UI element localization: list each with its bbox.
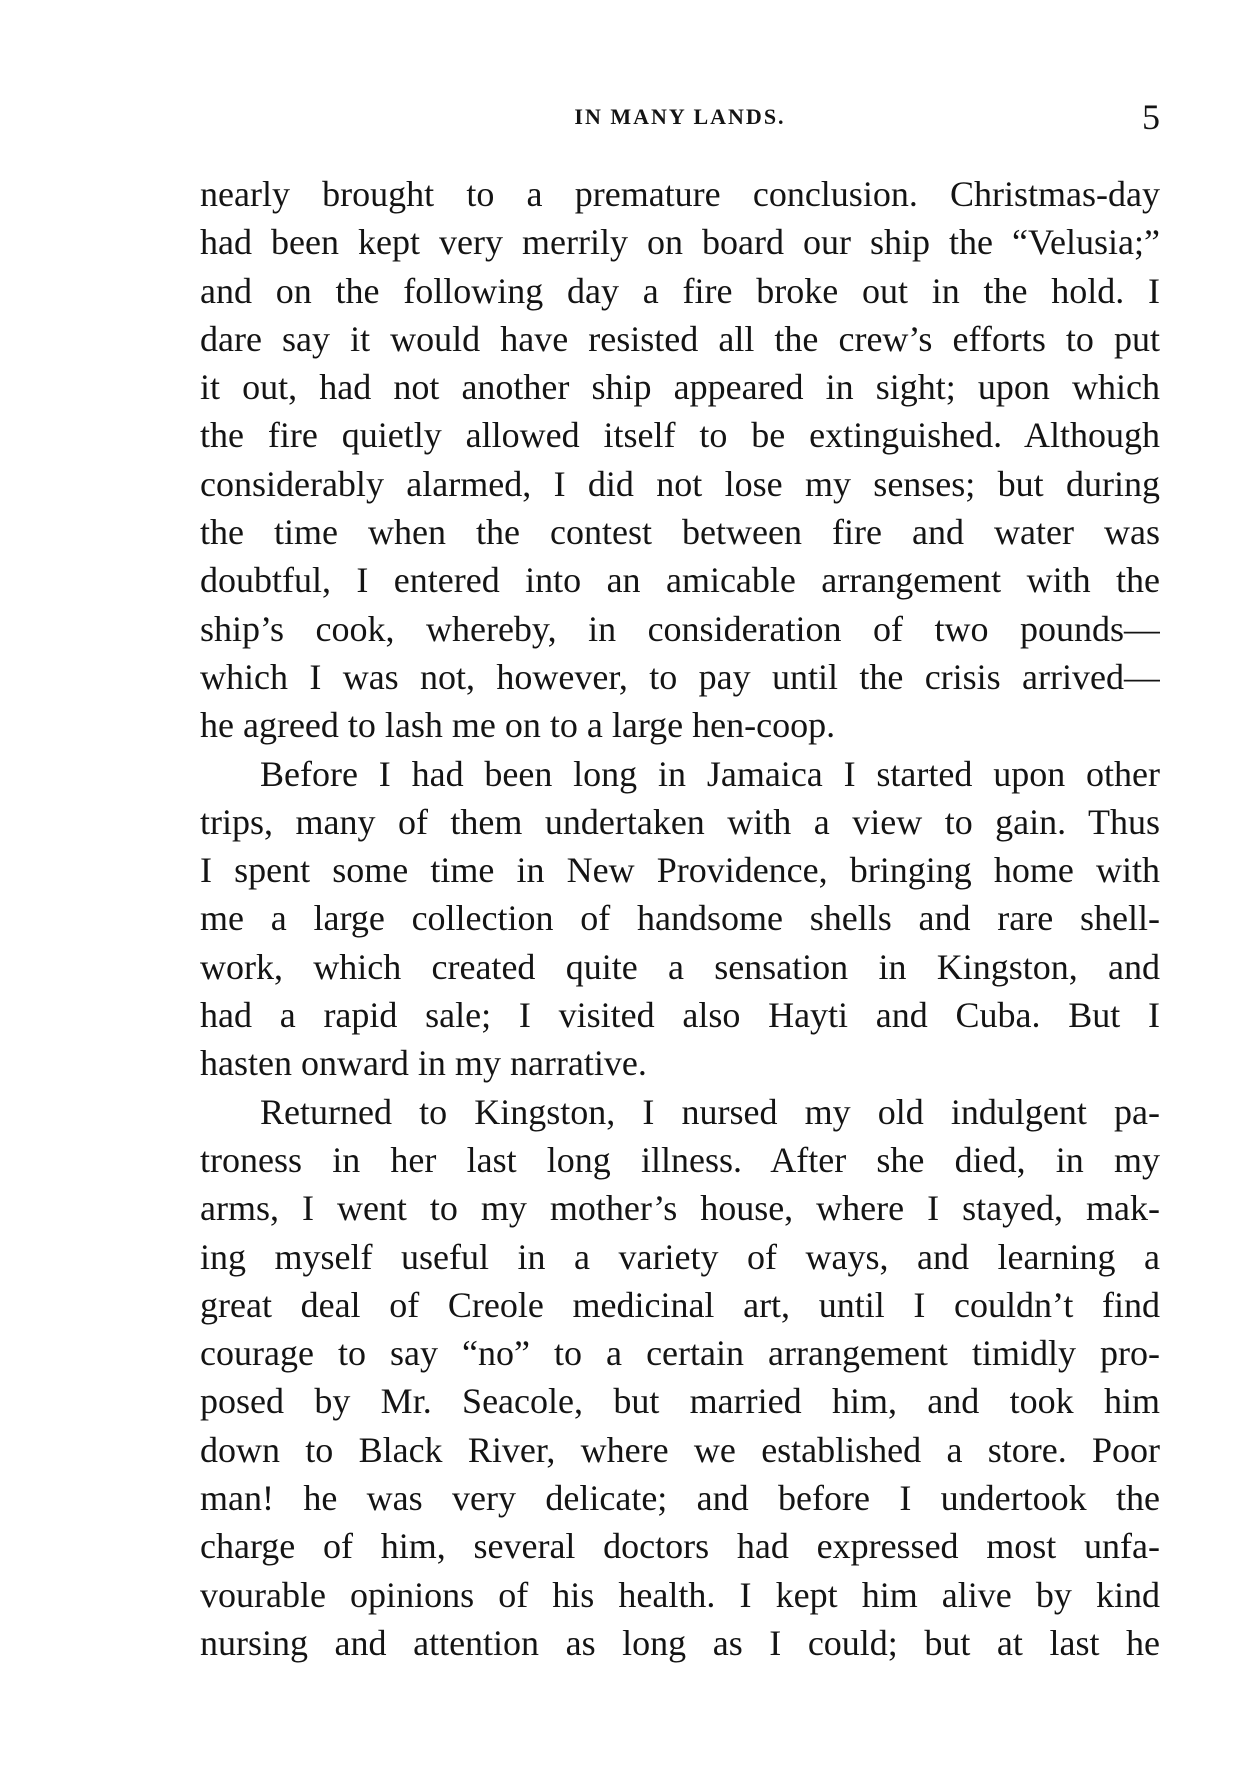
text-line: dare say it would have resisted all the crew’s efforts to put bbox=[200, 318, 1160, 359]
paragraph-2 bbox=[200, 750, 1160, 1088]
text-line: Before I had been long in Jamaica I started upon other bbox=[260, 753, 1160, 794]
text-line: nearly brought to a premature conclusion. Christmas-day bbox=[200, 174, 1160, 214]
text-line: work, which created quite a sensation in Kingston, and bbox=[200, 946, 1160, 987]
text-line: he agreed to lash me on to a large hen-coop. bbox=[200, 705, 836, 746]
running-title: IN MANY LANDS. bbox=[574, 104, 786, 129]
text-line: doubtful, I entered into an amicable arrangement with the bbox=[200, 560, 1160, 601]
text-line: charge of him, several doctors had expressed most unfa- bbox=[200, 1526, 1160, 1567]
text-line: the fire quietly allowed itself to be extinguished. Although bbox=[200, 415, 1160, 456]
text-line: trips, many of them undertaken with a view to gain. Thus bbox=[200, 801, 1160, 842]
text-line: posed by Mr. Seacole, but married him, and took him bbox=[200, 1381, 1160, 1422]
running-head bbox=[200, 97, 1160, 140]
text-line: hasten onward in my narrative. bbox=[200, 1043, 647, 1084]
text-line: ing myself useful in a variety of ways, and learning a bbox=[200, 1236, 1160, 1277]
text-line: had a rapid sale; I visited also Hayti and Cuba. But I bbox=[200, 995, 1160, 1036]
text-line: man! he was very delicate; and before I undertook the bbox=[200, 1478, 1160, 1519]
text-line: ship’s cook, whereby, in consideration of two pounds— bbox=[200, 608, 1160, 649]
text-line: great deal of Creole medicinal art, until I couldn’t find bbox=[200, 1284, 1160, 1325]
text-line: the time when the contest between fire and water was bbox=[200, 512, 1160, 553]
body-text bbox=[200, 170, 1160, 1667]
text-line: arms, I went to my mother’s house, where I stayed, mak- bbox=[200, 1188, 1160, 1229]
text-line: considerably alarmed, I did not lose my senses; but during bbox=[200, 463, 1160, 504]
text-line: Returned to Kingston, I nursed my old indulgent pa- bbox=[260, 1091, 1160, 1132]
text-line: which I was not, however, to pay until the crisis arrived— bbox=[200, 656, 1160, 697]
text-line: it out, had not another ship appeared in sight; upon which bbox=[200, 367, 1160, 408]
paragraph-1 bbox=[200, 170, 1160, 750]
text-line: troness in her last long illness. After she died, in my bbox=[200, 1139, 1160, 1180]
paragraph-3 bbox=[200, 1088, 1160, 1668]
text-line: courage to say “no” to a certain arrangement timidly pro- bbox=[200, 1333, 1160, 1374]
page-number: 5 bbox=[1142, 97, 1160, 137]
text-line: me a large collection of handsome shells and rare shell- bbox=[200, 898, 1160, 939]
text-line: vourable opinions of his health. I kept him alive by kind bbox=[200, 1574, 1160, 1615]
text-line: and on the following day a fire broke out in the hold. I bbox=[200, 270, 1160, 311]
text-line: had been kept very merrily on board our ship the “Velusia;” bbox=[200, 222, 1160, 263]
text-line: I spent some time in New Providence, bringing home with bbox=[200, 850, 1160, 891]
text-line: nursing and attention as long as I could; but at last he bbox=[200, 1622, 1160, 1663]
text-line: down to Black River, where we established a store. Poor bbox=[200, 1429, 1160, 1470]
